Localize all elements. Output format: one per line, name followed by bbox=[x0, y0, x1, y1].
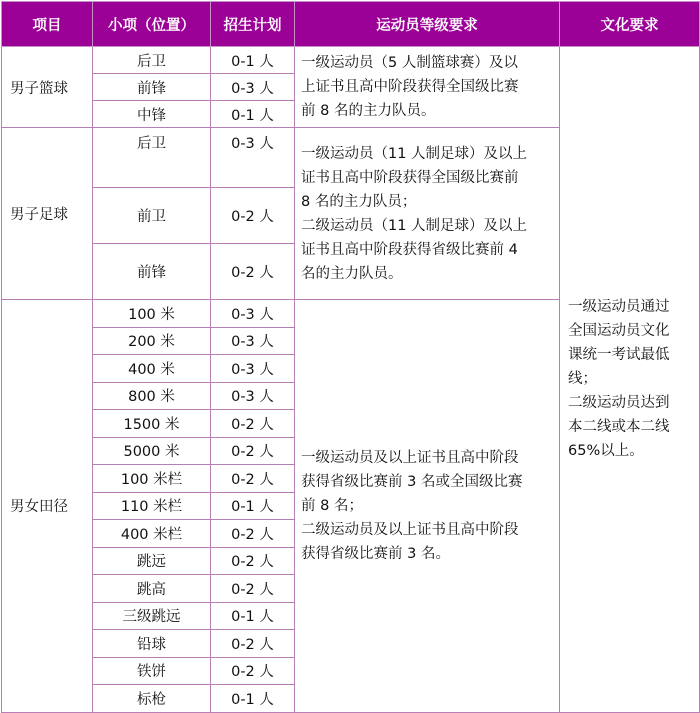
plan-cell: 0-1 人 bbox=[211, 602, 295, 630]
position-cell: 100 米栏 bbox=[93, 465, 211, 493]
project-basketball: 男子篮球 bbox=[2, 47, 93, 128]
plan-cell: 0-2 人 bbox=[211, 188, 295, 244]
position-cell: 三级跳远 bbox=[93, 602, 211, 630]
project-athletics: 男女田径 bbox=[2, 300, 93, 713]
position-cell: 前卫 bbox=[93, 188, 211, 244]
plan-cell: 0-2 人 bbox=[211, 547, 295, 575]
position-cell: 400 米 bbox=[93, 355, 211, 383]
requirement-line: 证书且高中阶段获得全国级比赛前 bbox=[301, 169, 519, 186]
position-cell: 800 米 bbox=[93, 382, 211, 410]
plan-cell: 0-3 人 bbox=[211, 74, 295, 101]
position-cell: 跳高 bbox=[93, 575, 211, 603]
plan-cell: 0-1 人 bbox=[211, 101, 295, 128]
position-cell: 200 米 bbox=[93, 327, 211, 355]
plan-cell: 0-2 人 bbox=[211, 575, 295, 603]
requirement-line: 证书且高中阶段获得省级比赛前 4 bbox=[301, 241, 518, 258]
culture-line: 线； bbox=[568, 371, 597, 388]
plan-cell: 0-1 人 bbox=[211, 47, 295, 74]
culture-requirement bbox=[560, 47, 700, 713]
position-cell: 铅球 bbox=[93, 630, 211, 658]
requirement-line: 二级运动员及以上证书且高中阶段 bbox=[301, 521, 519, 538]
plan-cell: 0-1 人 bbox=[211, 685, 295, 713]
position-cell: 后卫 bbox=[93, 47, 211, 74]
requirement-line: 前 8 名； bbox=[301, 497, 363, 514]
plan-cell: 0-2 人 bbox=[211, 630, 295, 658]
position-cell: 400 米栏 bbox=[93, 520, 211, 548]
position-cell: 标枪 bbox=[93, 685, 211, 713]
header-row bbox=[2, 2, 700, 47]
position-cell: 前锋 bbox=[93, 244, 211, 300]
requirement-line: 前 8 名的主力队员。 bbox=[301, 103, 436, 119]
plan-cell: 0-2 人 bbox=[211, 657, 295, 685]
admission-table bbox=[1, 1, 700, 713]
requirement-line: 获得省级比赛前 3 名。 bbox=[301, 545, 450, 562]
plan-cell: 0-3 人 bbox=[211, 128, 295, 188]
requirement-line: 一级运动员（11 人制足球）及以上 bbox=[301, 145, 528, 162]
culture-line: 65%以上。 bbox=[568, 443, 644, 460]
header-athlete-requirement: 运动员等级要求 bbox=[295, 2, 560, 47]
requirement-line: 8 名的主力队员； bbox=[301, 193, 417, 210]
basketball-requirement bbox=[295, 47, 560, 128]
plan-cell: 0-3 人 bbox=[211, 300, 295, 328]
position-cell: 110 米栏 bbox=[93, 492, 211, 520]
plan-cell: 0-3 人 bbox=[211, 355, 295, 383]
culture-line: 本二线或本二线 bbox=[568, 419, 670, 436]
plan-cell: 0-2 人 bbox=[211, 437, 295, 465]
requirement-line: 获得省级比赛前 3 名或全国级比赛 bbox=[301, 473, 523, 490]
position-cell: 前锋 bbox=[93, 74, 211, 101]
requirement-line: 一级运动员及以上证书且高中阶段 bbox=[301, 449, 519, 466]
position-cell: 100 米 bbox=[93, 300, 211, 328]
position-cell: 铁饼 bbox=[93, 657, 211, 685]
plan-cell: 0-3 人 bbox=[211, 327, 295, 355]
header-plan: 招生计划 bbox=[211, 2, 295, 47]
plan-cell: 0-2 人 bbox=[211, 520, 295, 548]
header-project: 项目 bbox=[2, 2, 93, 47]
position-cell: 5000 米 bbox=[93, 437, 211, 465]
position-cell: 跳远 bbox=[93, 547, 211, 575]
position-cell: 后卫 bbox=[93, 128, 211, 188]
header-culture-requirement: 文化要求 bbox=[560, 2, 700, 47]
requirement-line: 名的主力队员。 bbox=[301, 265, 403, 282]
athletics-requirement bbox=[295, 300, 560, 713]
culture-line: 课统一考试最低 bbox=[568, 347, 670, 364]
culture-line: 一级运动员通过 bbox=[568, 299, 670, 316]
table-row bbox=[2, 47, 700, 74]
plan-cell: 0-3 人 bbox=[211, 382, 295, 410]
requirement-line: 上证书且高中阶段获得全国级比赛 bbox=[301, 79, 519, 95]
position-cell: 中锋 bbox=[93, 101, 211, 128]
header-sub-item: 小项（位置） bbox=[93, 2, 211, 47]
culture-line: 二级运动员达到 bbox=[568, 395, 670, 412]
project-football: 男子足球 bbox=[2, 128, 93, 300]
plan-cell: 0-2 人 bbox=[211, 410, 295, 438]
requirement-line: 二级运动员（11 人制足球）及以上 bbox=[301, 217, 528, 234]
requirement-line: 一级运动员（5 人制篮球赛）及以 bbox=[301, 55, 518, 71]
plan-cell: 0-2 人 bbox=[211, 465, 295, 493]
position-cell: 1500 米 bbox=[93, 410, 211, 438]
culture-line: 全国运动员文化 bbox=[568, 323, 670, 340]
plan-cell: 0-2 人 bbox=[211, 244, 295, 300]
plan-cell: 0-1 人 bbox=[211, 492, 295, 520]
football-requirement bbox=[295, 128, 560, 300]
